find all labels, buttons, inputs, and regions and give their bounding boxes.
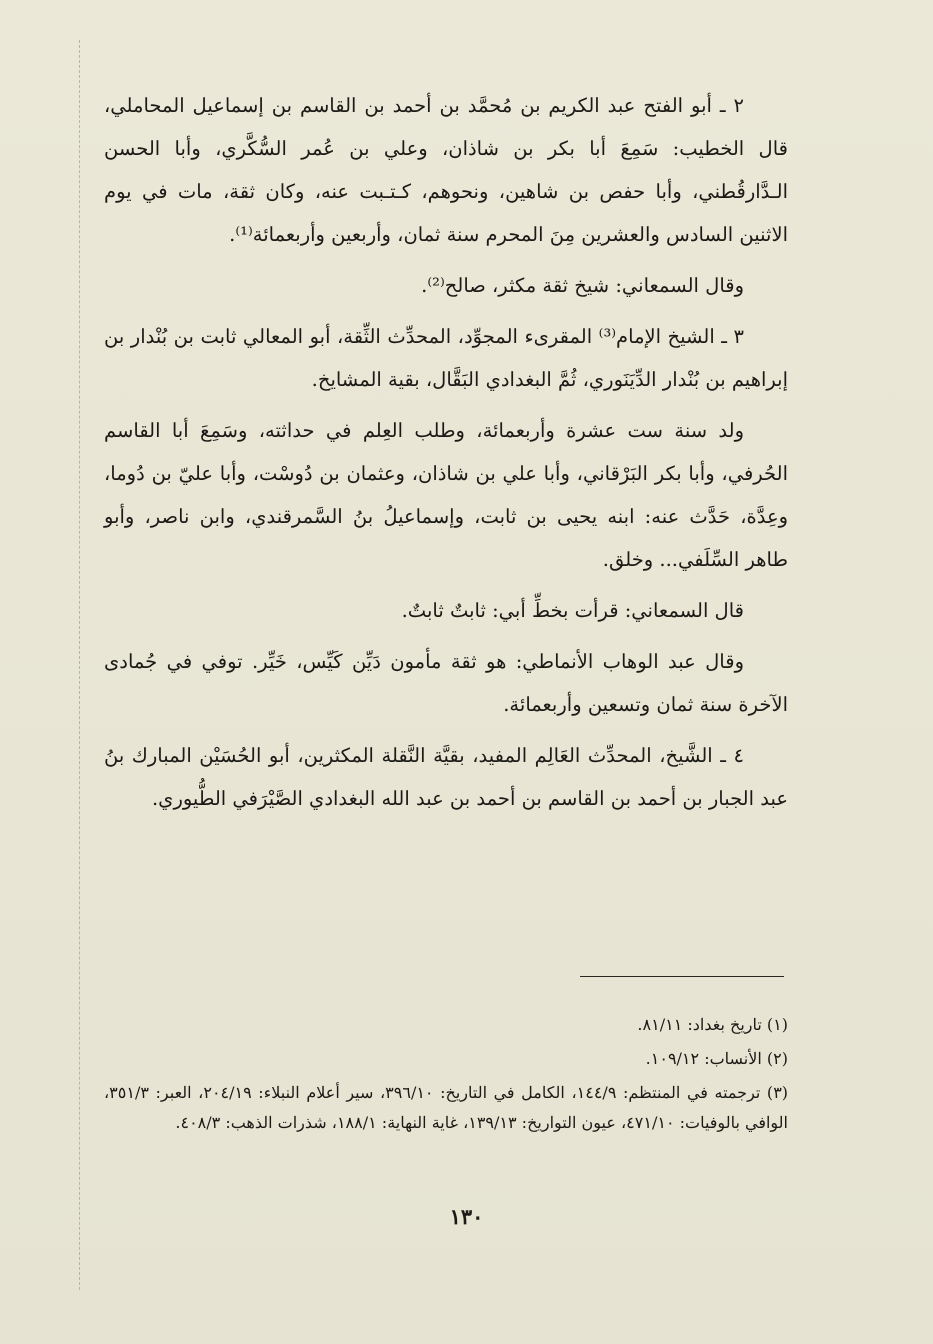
entry-3-paragraph: ٣ ـ الشيخ الإمام⁽³⁾ المقرىء المجوِّد، المحدِّث الثِّقة، أبو المعالي ثابت بن بُنْدار بن إبراهيم بن بُنْدار الدِّيَنَوري، ثُمَّ البغدادي البَقَّال، بقية المشايخ. xyxy=(104,325,788,391)
anmati-quote-paragraph: وقال عبد الوهاب الأنماطي: هو ثقة مأمون دَيِّن كَيِّس، خَيِّر. توفي في جُمادى الآخرة سنة ثمان وتسعين وأربعمائة. xyxy=(104,650,788,716)
footnote-2: (٢) الأنساب: ١٠٩/١٢. xyxy=(645,1049,788,1068)
footnote-1: (١) تاريخ بغداد: ٨١/١١. xyxy=(637,1015,788,1034)
binding-gutter-line xyxy=(79,40,80,1290)
samani-handwriting-paragraph: قال السمعاني: قرأت بخطِّ أبي: ثابتٌ ثابتٌ. xyxy=(401,599,744,622)
footnotes xyxy=(104,1010,788,1142)
main-text xyxy=(104,84,788,828)
footnote-separator xyxy=(580,976,784,977)
footnote-3: (٣) ترجمته في المنتظم: ١٤٤/٩، الكامل في التاريخ: ٣٩٦/١٠، سير أعلام النبلاء: ٢٠٤/١٩، العبر: ٣٥١/٣، الوافي بالوفيات: ٤٧١/١٠، عيون التواريخ: ١٣٩/١٣، غاية النهاية: ١٨٨/١، شذرات الذهب: ٤٠٨/٣. xyxy=(104,1083,789,1132)
page-number: ١٣٠ xyxy=(449,1204,484,1229)
birth-paragraph: ولد سنة ست عشرة وأربعمائة، وطلب العِلم في حداثته، وسَمِعَ أبا القاسم الحُرفي، وأبا بكر البَرْقاني، وأبا علي بن شاذان، وعثمان بن دُوسْت، وأبا عليّ بن دُوما، وعِدَّة، حَدَّث عنه: ابنه يحيى بن ثابت، وإسماعيلُ بنُ السَّمرقندي، وابن ناصر، وأبو طاهر السِّلَفي... وخلق. xyxy=(104,419,788,571)
entry-2-paragraph: ٢ ـ أبو الفتح عبد الكريم بن مُحمَّد بن أحمد بن القاسم بن إسماعيل المحاملي، قال الخطيب: سَمِعَ أبا بكر بن شاذان، وعلي بن عُمر السُّكَّري، وأبا الحسن الـدَّارقُطني، وأبا حفص بن شاهين، ونحوهم، كـتـبت عنه، وكان ثقة، مات في يوم الاثنين السادس والعشرين مِنَ المحرم سنة ثمان، وأربعين وأربعمائة⁽¹⁾. xyxy=(104,94,788,246)
entry-4-paragraph: ٤ ـ الشَّيخ، المحدِّث العَالِم المفيد، بقيَّة النَّقلة المكثرين، أبو الحُسَيْن المبارك بنُ عبد الجبار بن أحمد بن القاسم بن أحمد بن عبد الله البغدادي الصَّيْرَفي الطُّيوري. xyxy=(104,744,788,810)
samani-quote-paragraph: وقال السمعاني: شيخ ثقة مكثر، صالح⁽²⁾. xyxy=(421,274,744,297)
